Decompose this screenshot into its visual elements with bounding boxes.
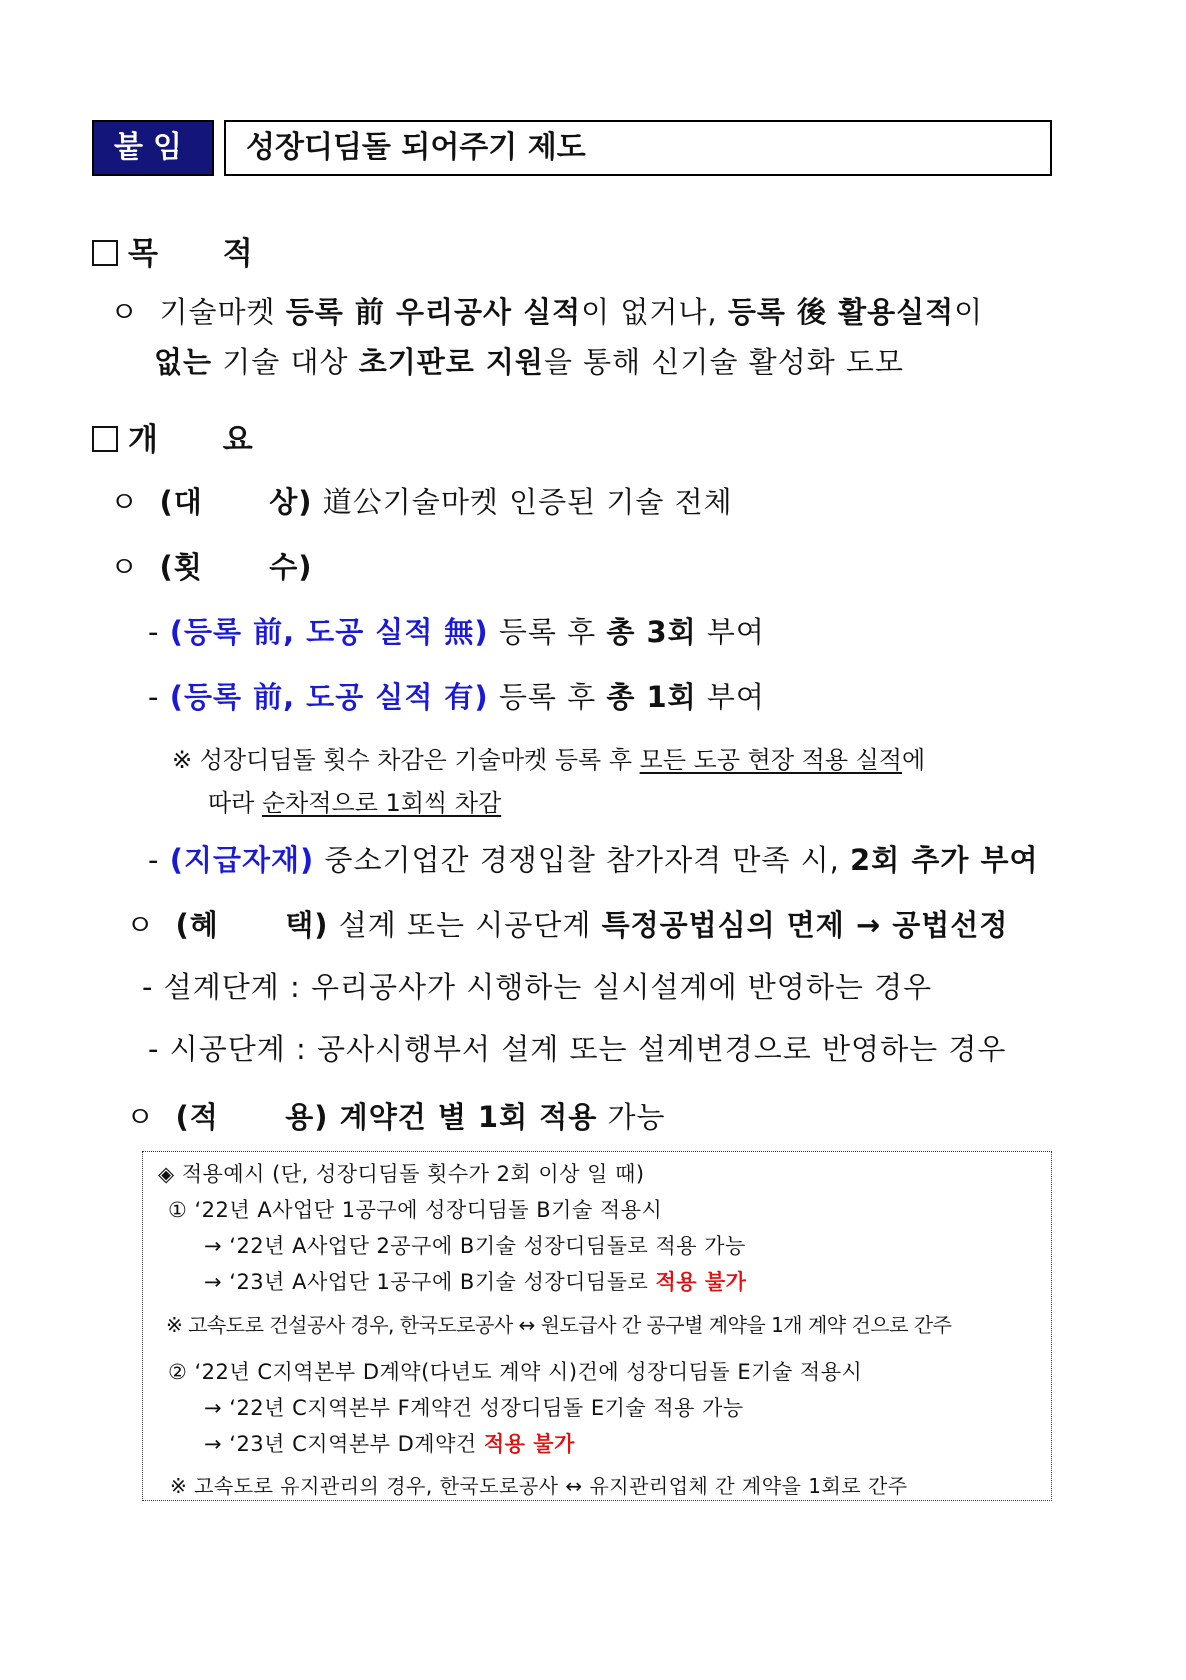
benefit-construction-stage: - 시공단계 : 공사시행부서 설계 또는 설계변경으로 반영하는 경우: [148, 1032, 1007, 1066]
text: ※ 성장디딤돌 횟수 차감은 기술마켓 등록 후: [172, 746, 640, 774]
count-note-line-1: [172, 740, 925, 775]
underlined-text: 순차적으로 1회씩 차감: [262, 789, 502, 817]
label: (지급자재): [169, 843, 315, 877]
checkbox-square-icon: [92, 240, 118, 266]
emphasis: 초기판로 지원: [358, 345, 544, 379]
text: 부여: [696, 680, 765, 714]
dash: -: [148, 615, 170, 649]
example-case-1-result-1: → ‘22년 A사업단 2공구에 B기술 성장디딤돌로 적용 가능: [204, 1234, 746, 1258]
text: 등록 후: [488, 615, 607, 649]
emphasis: 총 3회: [606, 615, 697, 649]
text: 부여: [696, 615, 765, 649]
emphasis: 특정공법심의 면제 → 공법선정: [601, 908, 1009, 942]
text: 이 없거나,: [581, 295, 728, 329]
section-heading-label: 목 적: [128, 236, 253, 272]
text: → ‘23년 A사업단 1공구에 B기술 성장디딤돌로: [204, 1270, 656, 1294]
overview-count: [110, 545, 313, 586]
emphasis: 총 1회: [606, 680, 697, 714]
text: 을 통해 신기술 활성화 도모: [543, 345, 904, 379]
section-heading-purpose: [92, 228, 253, 273]
overview-apply: [126, 1095, 666, 1136]
text: → ‘23년 C지역본부 D계약건: [204, 1432, 484, 1456]
emphasis: 2회 추가 부여: [850, 843, 1039, 877]
text: 중소기업간 경쟁입찰 참가자격 만족 시,: [314, 843, 851, 877]
example-note-1: ※ 고속도로 건설공사 경우, 한국도로공사 ↔ 원도급사 간 공구별 계약을 1개 계약 건으로 간주: [166, 1313, 952, 1337]
purpose-line-1: [110, 290, 983, 331]
dash: -: [148, 680, 170, 714]
page-title: 성장디딤돌 되어주기 제도: [224, 120, 1052, 176]
label: (적 용): [175, 1100, 329, 1134]
bullet: ㅇ: [110, 485, 140, 519]
label: (대 상): [159, 485, 313, 519]
text: 기술 대상: [212, 345, 359, 379]
text: 등록 후: [488, 680, 607, 714]
text: 가능: [597, 1100, 666, 1134]
count-item-supply: [148, 838, 1038, 879]
count-item-has-record: [148, 675, 765, 716]
not-applicable-label: 적용 불가: [483, 1432, 575, 1456]
example-case-2-result-2: [204, 1428, 575, 1458]
label: (등록 前, 도공 실적 無): [169, 615, 489, 649]
count-item-no-record: [148, 610, 765, 651]
example-case-1: ① ‘22년 A사업단 1공구에 성장디딤돌 B기술 적용시: [168, 1198, 663, 1222]
underlined-text: 모든 도공 현장 적용 실적: [639, 746, 902, 774]
overview-benefit: [126, 903, 1008, 944]
bullet: ㅇ: [126, 1100, 156, 1134]
text: 道公기술마켓 인증된 기술 전체: [312, 485, 733, 519]
emphasis: 없는: [154, 345, 213, 379]
text: 기술마켓: [159, 295, 286, 329]
example-title: ◈ 적용예시 (단, 성장디딤돌 횟수가 2회 이상 일 때): [158, 1162, 645, 1186]
emphasis: 등록 前 우리공사 실적: [285, 295, 582, 329]
text: 설계 또는 시공단계: [328, 908, 602, 942]
bullet: ㅇ: [126, 908, 156, 942]
benefit-design-stage: - 설계단계 : 우리공사가 시행하는 실시설계에 반영하는 경우: [142, 970, 933, 1004]
attachment-badge: 붙임: [92, 120, 214, 176]
dash: -: [148, 843, 170, 877]
text: 에: [902, 746, 926, 774]
emphasis: 계약건 별 1회 적용: [328, 1100, 598, 1134]
bullet: ㅇ: [110, 295, 140, 329]
not-applicable-label: 적용 불가: [655, 1270, 747, 1294]
purpose-line-2: [154, 340, 904, 381]
bullet: ㅇ: [110, 550, 140, 584]
checkbox-square-icon: [92, 426, 118, 452]
text: 이: [954, 295, 984, 329]
count-note-line-2: [208, 783, 501, 818]
example-case-2-result-1: → ‘22년 C지역본부 F계약건 성장디딤돌 E기술 적용 가능: [204, 1396, 744, 1420]
example-note-2: ※ 고속도로 유지관리의 경우, 한국도로공사 ↔ 유지관리업체 간 계약을 1회로 간주: [170, 1474, 908, 1498]
section-heading-label: 개 요: [128, 422, 253, 458]
overview-target: [110, 480, 733, 521]
example-case-2: ② ‘22년 C지역본부 D계약(다년도 계약 시)건에 성장디딤돌 E기술 적용시: [168, 1360, 863, 1384]
label: (등록 前, 도공 실적 有): [169, 680, 489, 714]
text: 따라: [208, 789, 262, 817]
section-heading-overview: [92, 414, 253, 459]
example-case-1-result-2: [204, 1266, 746, 1296]
emphasis: 등록 後 활용실적: [727, 295, 955, 329]
label: (혜 택): [175, 908, 329, 942]
label: (횟 수): [159, 550, 313, 584]
